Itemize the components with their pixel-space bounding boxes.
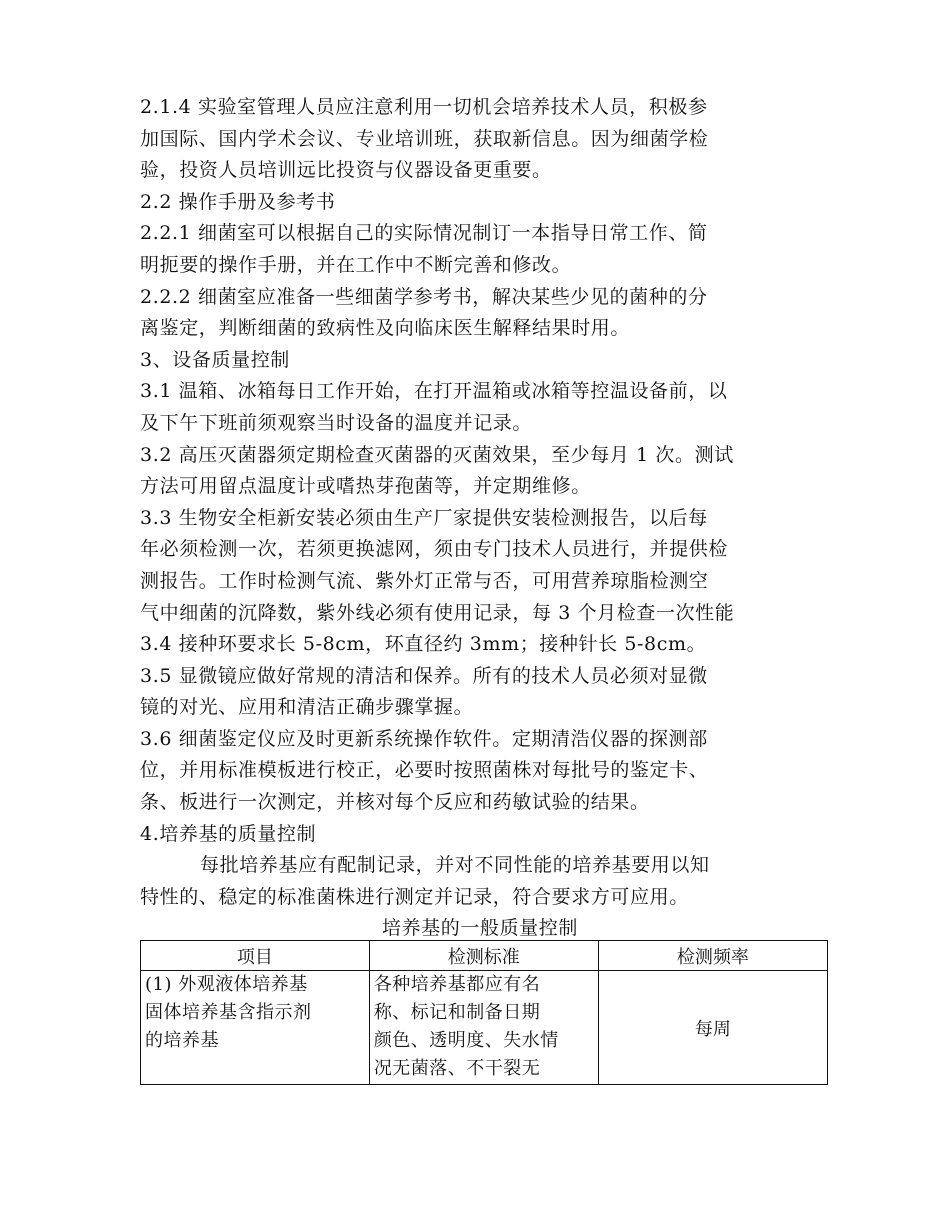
column-header-frequency: 检测频率 xyxy=(598,941,827,971)
paragraph-line: 每批培养基应有配制记录，并对不同性能的培养基要用以知 xyxy=(200,854,710,877)
paragraph-line: 3.6 细菌鉴定仪应及时更新系统操作软件。定期清浩仪器的探测部 xyxy=(140,727,708,750)
paragraph-line: 3.1 温箱、冰箱每日工作开始，在打开温箱或冰箱等控温设备前，以 xyxy=(140,380,728,403)
section-heading: 3、设备质量控制 xyxy=(140,348,290,371)
cell-frequency: 每周 xyxy=(598,971,827,1085)
column-header-item: 项目 xyxy=(141,941,370,971)
paragraph-line: 位，并用标准模板进行校正，必要时按照菌株对每批号的鉴定卡、 xyxy=(140,759,709,782)
paragraph-line: 及下午下班前须观察当时设备的温度并记录。 xyxy=(140,411,533,434)
table-caption: 培养基的一般质量控制 xyxy=(381,917,578,940)
cell-text: 的培养基 xyxy=(145,1030,219,1051)
cell-text: 称、标记和制备日期 xyxy=(373,1002,541,1023)
paragraph-line: 方法可用留点温度计或嗜热芽孢菌等，并定期维修。 xyxy=(140,475,591,498)
paragraph-line: 2.2.1 细菌室可以根据自己的实际情况制订一本指导日常工作、简 xyxy=(140,222,708,245)
section-heading: 2.2 操作手册及参考书 xyxy=(140,190,336,213)
quality-control-table xyxy=(140,940,828,1085)
paragraph-line: 2.1.4 实验室管理人员应注意利用一切机会培养技术人员，积极参 xyxy=(140,96,708,118)
table-header-row xyxy=(141,941,828,971)
paragraph-line: 气中细菌的沉降数，紫外线必须有使用记录，每 3 个月检查一次性能 xyxy=(140,601,735,624)
document-body xyxy=(140,92,820,945)
paragraph-line: 镜的对光、应用和清洁正确步骤掌握。 xyxy=(140,696,474,719)
paragraph-line: 加国际、国内学术会议、专业培训班，获取新信息。因为细菌学检 xyxy=(140,127,709,150)
paragraph-line: 明扼要的操作手册，并在工作中不断完善和修改。 xyxy=(140,253,572,276)
paragraph-line: 3.4 接种环要求长 5-8cm，环直径约 3mm；接种针长 5-8cm。 xyxy=(140,633,707,656)
cell-text: (1) 外观液体培养基 xyxy=(145,974,308,995)
cell-text: 固体培养基含指示剂 xyxy=(145,1002,312,1023)
paragraph-line: 2.2.2 细菌室应准备一些细菌学参考书，解决某些少见的菌种的分 xyxy=(140,285,708,308)
paragraph-line: 测报告。工作时检测气流、紫外灯正常与否，可用营养琼脂检测空 xyxy=(140,569,709,592)
table-row xyxy=(141,971,828,1085)
paragraph-line: 条、板进行一次测定，并核对每个反应和药敏试验的结果。 xyxy=(140,791,650,814)
paragraph-line: 离鉴定，判断细菌的致病性及向临床医生解释结果时用。 xyxy=(140,317,631,340)
cell-text: 颜色、透明度、失水情 xyxy=(373,1030,559,1051)
cell-item xyxy=(141,971,370,1085)
section-heading: 4.培养基的质量控制 xyxy=(140,822,317,845)
paragraph-line: 年必须检测一次，若须更换滤网，须由专门技术人员进行，并提供检 xyxy=(140,538,729,561)
cell-standard xyxy=(369,971,598,1085)
paragraph-line: 特性的、稳定的标准菌株进行测定并记录，符合要求方可应用。 xyxy=(140,885,689,908)
paragraph-line: 3.5 显微镜应做好常规的清洁和保养。所有的技术人员必须对显微 xyxy=(140,664,708,687)
paragraph-line: 3.3 生物安全柜新安装必须由生产厂家提供安装检测报告，以后每 xyxy=(140,506,708,529)
cell-text: 况无菌落、不干裂无 xyxy=(373,1058,541,1079)
column-header-standard: 检测标准 xyxy=(369,941,598,971)
paragraph-line: 3.2 高压灭菌器须定期检查灭菌器的灭菌效果，至少每月 1 次。测试 xyxy=(140,443,734,466)
paragraph-line: 验，投资人员培训远比投资与仪器设备更重要。 xyxy=(140,159,552,182)
cell-text: 各种培养基都应有名 xyxy=(373,974,541,995)
